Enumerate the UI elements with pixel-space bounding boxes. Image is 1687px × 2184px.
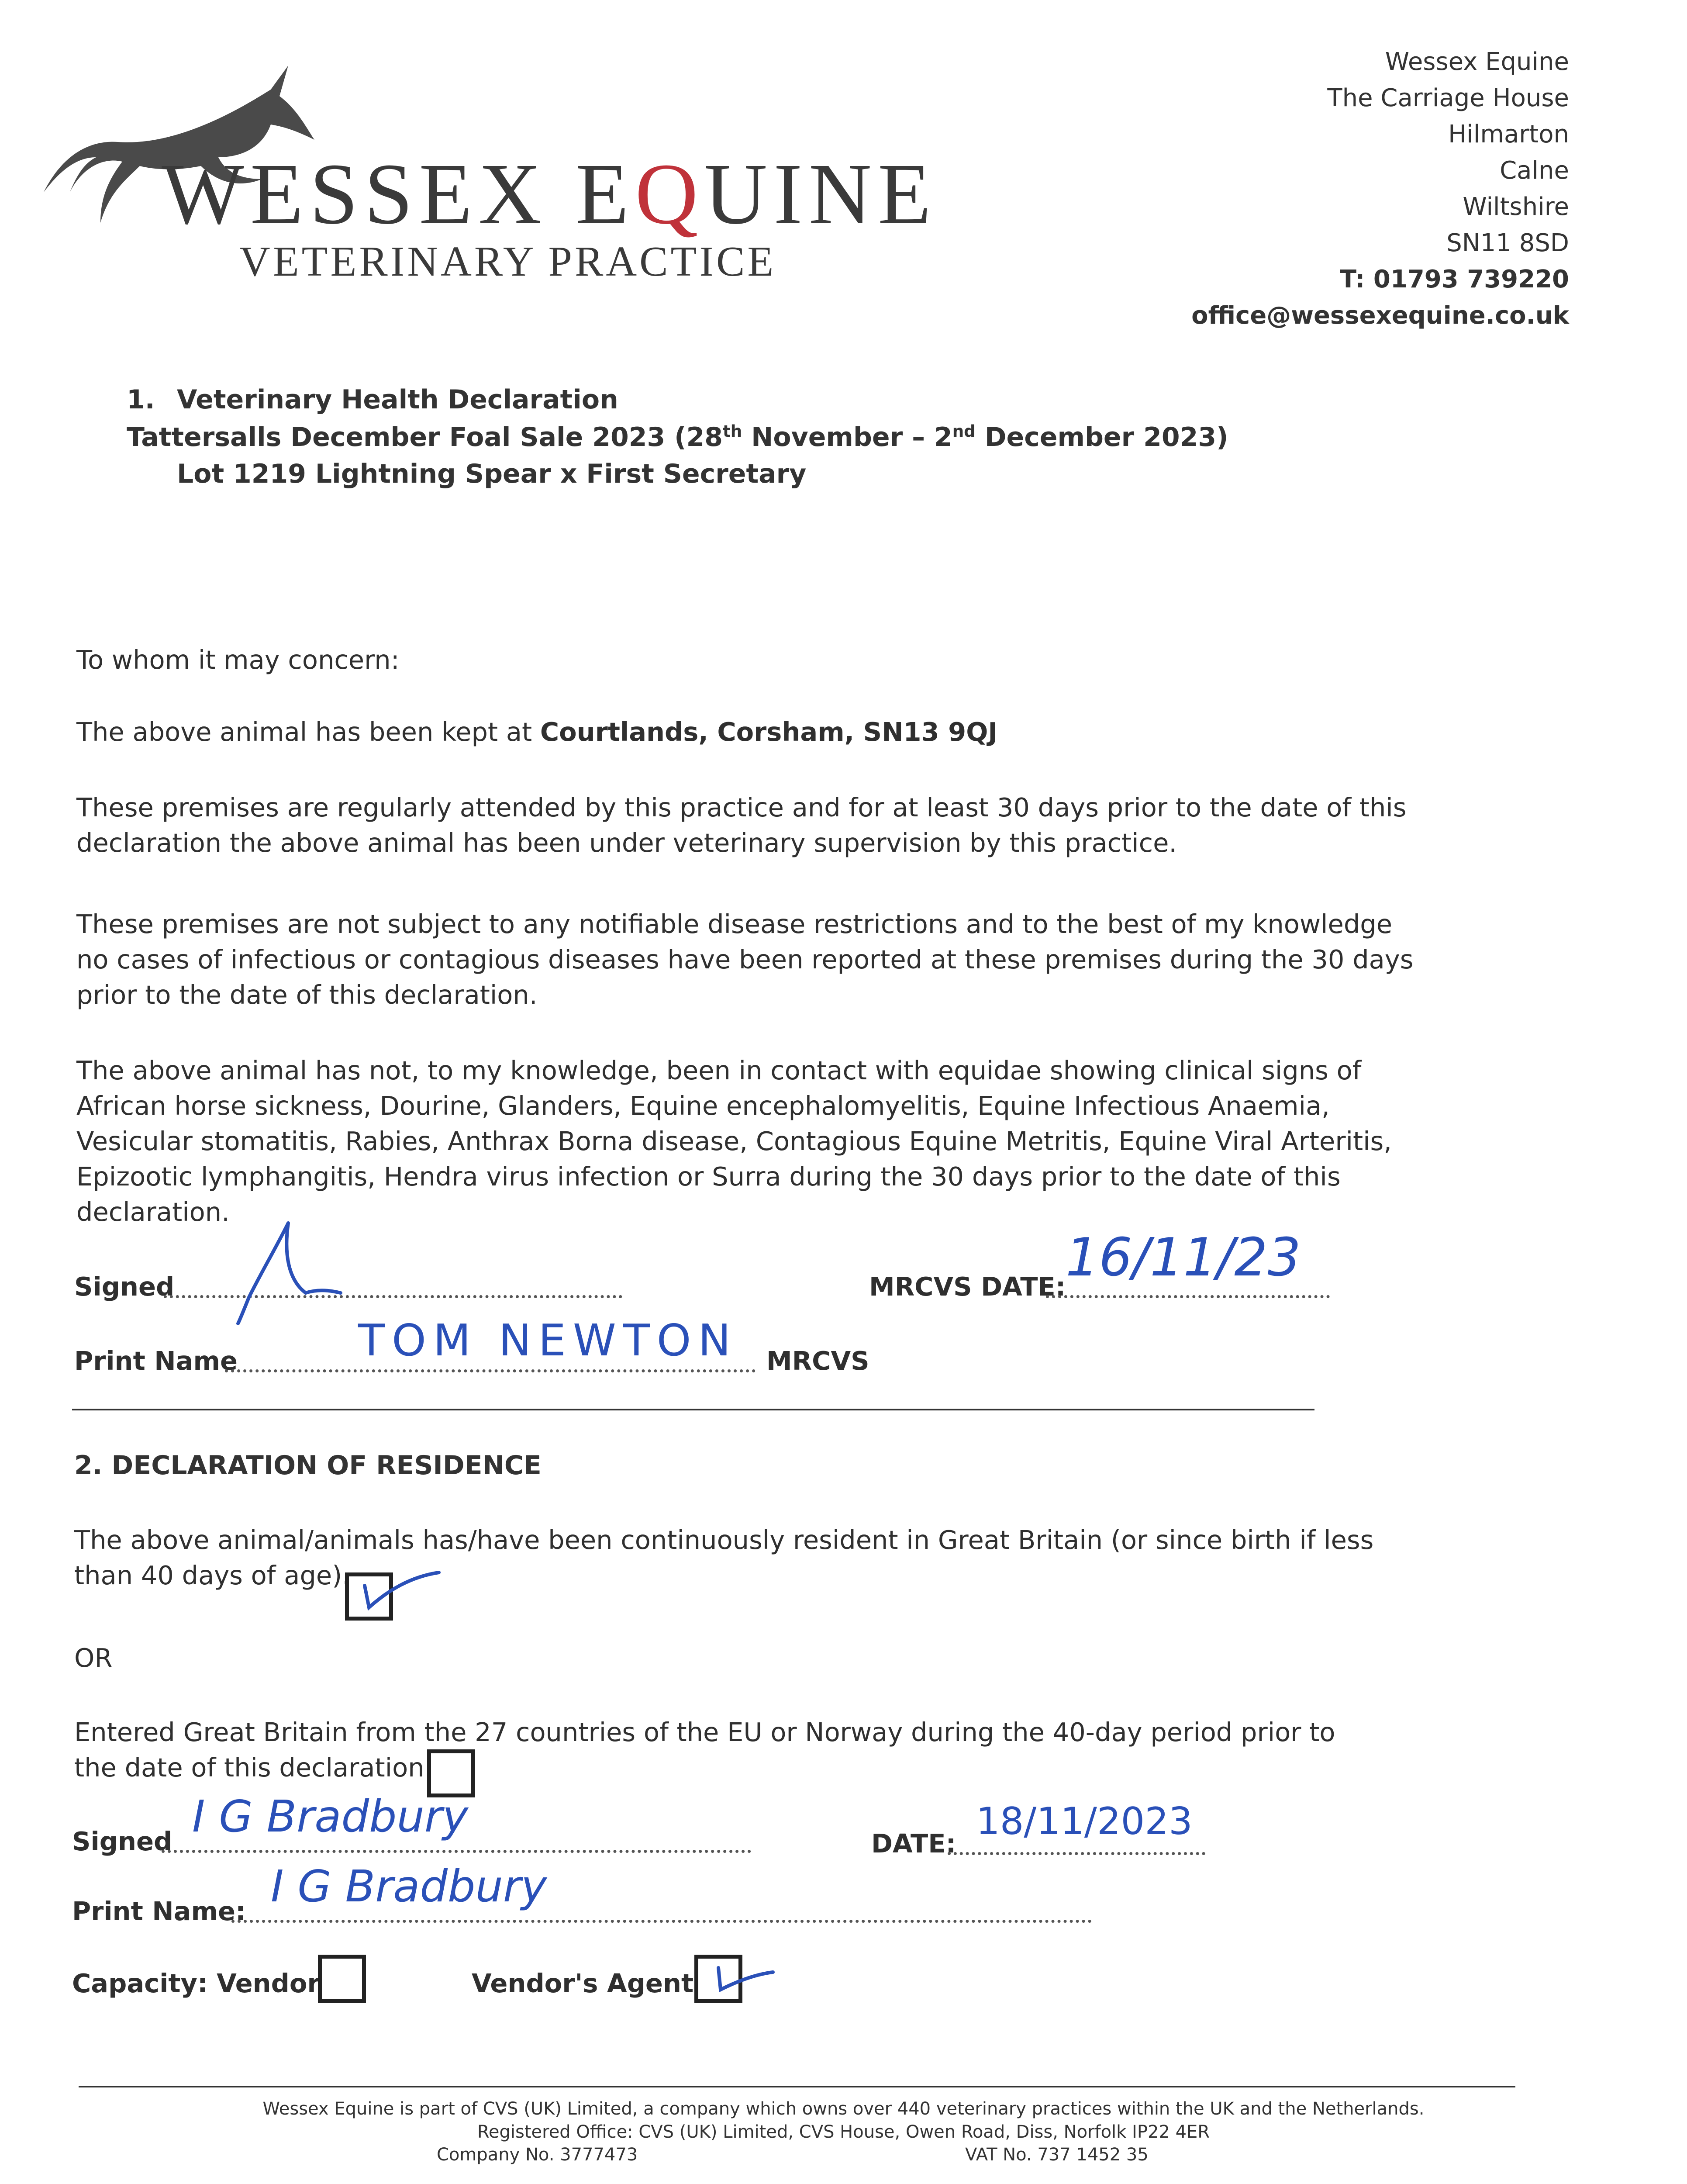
footer-divider bbox=[79, 2086, 1515, 2087]
logo-title: WESSEX EQUINE bbox=[162, 146, 938, 242]
vet-print-name-value: TOM NEWTON bbox=[358, 1315, 738, 1366]
print-name-label: Print Name bbox=[74, 1346, 238, 1376]
entered-gb-checkbox[interactable] bbox=[427, 1749, 475, 1797]
paragraph-supervision: These premises are regularly attended by this practice and for at least 30 days prior to the date of this declaration the above animal has been under veterinary supervision by this practice. bbox=[76, 792, 1407, 858]
vendors-agent-label: Vendor's Agent bbox=[472, 1968, 694, 1998]
footer-line-1: Wessex Equine is part of CVS (UK) Limited, a company which owns over 440 veterinary practices within the UK and the Netherlands. bbox=[262, 2099, 1425, 2119]
email: office@wessexequine.co.uk bbox=[1191, 301, 1569, 330]
print-name-line bbox=[225, 1369, 756, 1372]
mrcvs-date-label: MRCVS DATE: bbox=[869, 1272, 1066, 1302]
vendor-print-name-value: I G Bradbury bbox=[271, 1861, 547, 1912]
section1-number: 1. bbox=[127, 384, 155, 415]
address-line: Wessex Equine bbox=[1385, 48, 1569, 76]
address-line: Calne bbox=[1500, 156, 1569, 185]
address-line: The Carriage House bbox=[1327, 84, 1569, 112]
address-line: Wiltshire bbox=[1463, 193, 1569, 221]
section-divider bbox=[72, 1409, 1314, 1410]
signature-line-2 bbox=[162, 1850, 751, 1853]
lot-title: Lot 1219 Lightning Spear x First Secretary bbox=[177, 459, 807, 489]
address-line: SN11 8SD bbox=[1446, 229, 1569, 257]
section2-title: 2. DECLARATION OF RESIDENCE bbox=[74, 1450, 542, 1481]
residence-option1: The above animal/animals has/have been continuously resident in Great Britain (or since birth if less than 40 days of age). bbox=[74, 1525, 1374, 1590]
date-line-2 bbox=[948, 1852, 1205, 1855]
paragraph-diseases: The above animal has not, to my knowledge, been in contact with equidae showing clinical signs of African horse sickness, Dourine, Glanders, Equine encephalomyelitis, Equine Infectious Anaemia, Vesicular stomatitis, Rabies, Anthrax Borna disease, Contagious Equine Metritis, Equine Viral Arteritis, Epizootic lymphangitis, Hendra virus infection or Surra during the 30 days prior to the date of this declaration. bbox=[76, 1055, 1392, 1227]
vendor-date-value: 18/11/2023 bbox=[976, 1800, 1193, 1843]
or-label: OR bbox=[74, 1643, 113, 1673]
signed-label-2: Signed bbox=[72, 1826, 172, 1856]
mrcvs-suffix: MRCVS bbox=[766, 1346, 869, 1376]
print-name-line-2 bbox=[231, 1920, 1092, 1923]
print-name-label-2: Print Name: bbox=[72, 1896, 246, 1926]
paragraph-restrictions: These premises are not subject to any notifiable disease restrictions and to the best of my knowledge no cases of infectious or contagious diseases have been reported at these premises during the 30 days prior to the date of this declaration. bbox=[76, 909, 1414, 1010]
residence-option2: Entered Great Britain from the 27 countries of the EU or Norway during the 40-day period prior to the date of this declaration. bbox=[74, 1717, 1335, 1783]
sale-title: Tattersalls December Foal Sale 2023 (28th November – 2nd December 2023) bbox=[127, 422, 1228, 453]
kept-statement: The above animal has been kept at Courtlands, Corsham, SN13 9QJ bbox=[76, 717, 998, 747]
checkmark-icon bbox=[345, 1555, 445, 1625]
logo-subtitle: VETERINARY PRACTICE bbox=[239, 238, 776, 285]
checkmark-icon bbox=[694, 1946, 777, 2011]
salutation: To whom it may concern: bbox=[76, 645, 400, 675]
vendor-checkbox[interactable] bbox=[318, 1955, 366, 2003]
company-number: Company No. 3777473 bbox=[437, 2145, 638, 2165]
address-line: Hilmarton bbox=[1448, 120, 1569, 149]
vendor-signature-value: I G Bradbury bbox=[192, 1791, 469, 1842]
signed-label: Signed bbox=[74, 1272, 175, 1302]
practice-address bbox=[1191, 44, 1569, 334]
capacity-vendor-label: Capacity: Vendor bbox=[72, 1968, 320, 1998]
phone: T: 01793 739220 bbox=[1339, 265, 1569, 294]
section1-title: Veterinary Health Declaration bbox=[177, 384, 618, 415]
footer-line-2: Registered Office: CVS (UK) Limited, CVS House, Owen Road, Diss, Norfolk IP22 4ER bbox=[477, 2122, 1210, 2142]
date-label-2: DATE: bbox=[871, 1828, 956, 1859]
vat-number: VAT No. 737 1452 35 bbox=[965, 2145, 1149, 2165]
date-line bbox=[1046, 1295, 1330, 1298]
vet-date-value: 16/11/23 bbox=[1066, 1227, 1301, 1288]
vet-signature-icon bbox=[223, 1214, 354, 1328]
